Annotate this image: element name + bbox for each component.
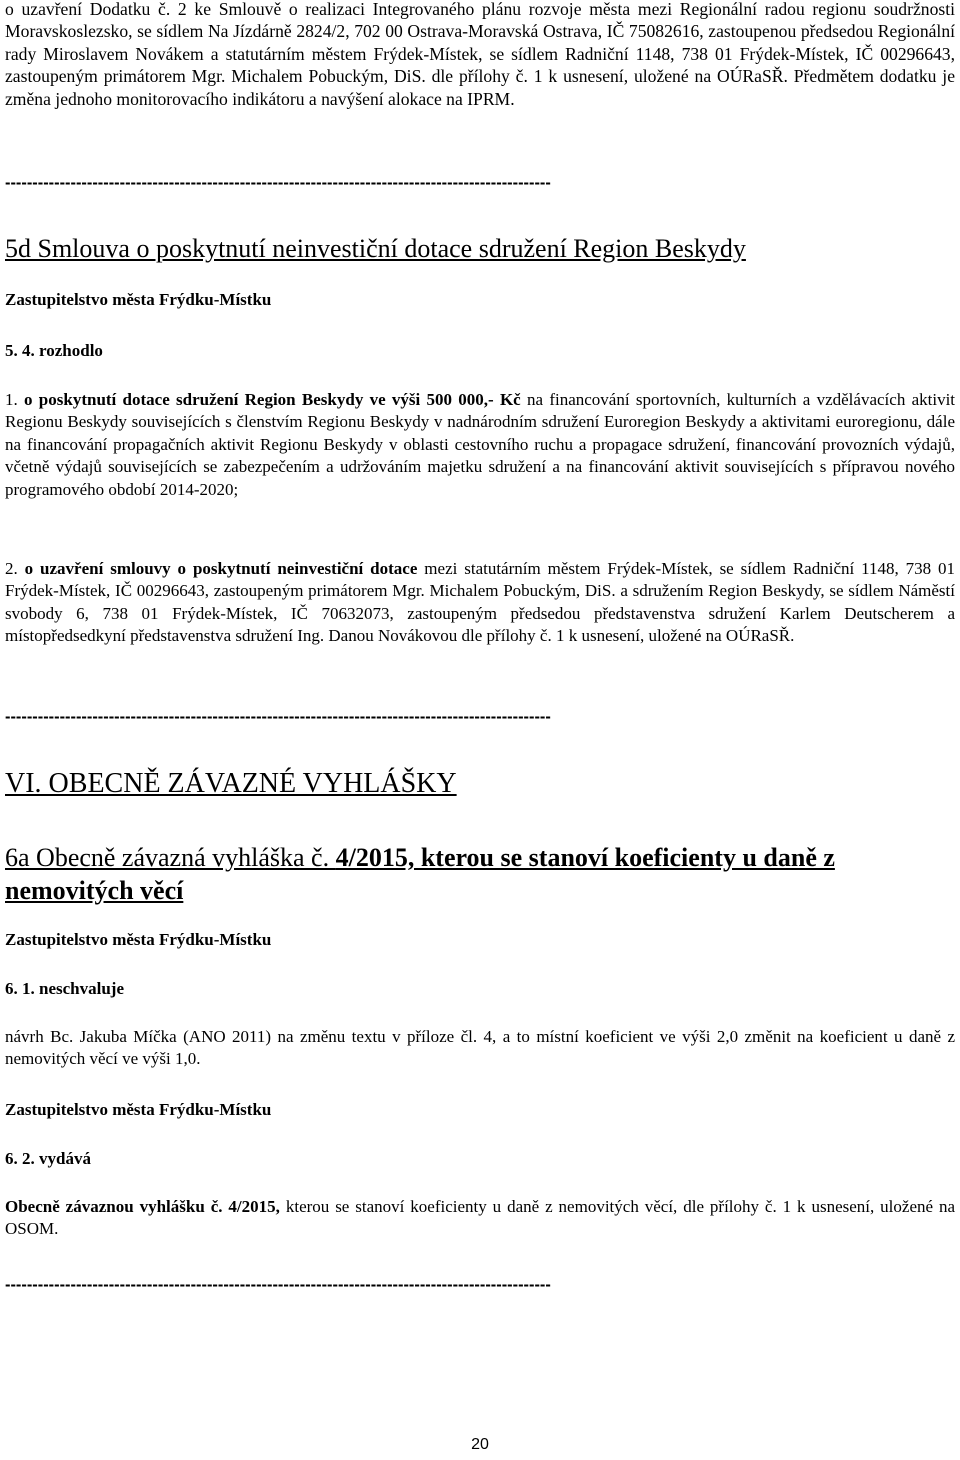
item-bold-text: o poskytnutí dotace sdružení Region Beskydy ve výši 500 000,- Kč [24, 390, 521, 409]
item-text: na financování sportovních, kulturních a vzdělávacích aktivit Regionu Beskydy souvisejících s členstvím Regionu Beskydy v nadnárodním sdružení Euroregion Beskydy a aktivitami euroregionu, dále na financování propagačních aktivit Regionu Beskydy v oblasti cestovního ruchu a propagace sdružení, financování provozních výdajů, včetně výdajů souvisejících se zabezpečením a udržováním majetku sdružení a na financování aktivit souvisejících s přípravou nového programového období 2014-2020; [5, 390, 956, 499]
resolution-label: 6. 1. neschvaluje [5, 979, 124, 998]
item-text: mezi statutárním městem Frýdek-Místek, se sídlem Radniční 1148, 738 01 Frýdek-Místek, IČ 00296643, zastoupeným primátorem Mgr. Michalem Pobuckým, DiS. a sdružením Region Beskydy, se sídlem Náměstí svobody 6, 738 01 Frýdek-Místek, IČ 70632073, zastoupeným předsedou představenstva sdružení Karlem Deutscherem a místopředsedkyní představenstva sdružení Ing. Danou Novákovou dle přílohy č. 1 k usnesení, uložené na OÚRaSŘ. [5, 559, 956, 646]
separator-line: ---------------------------------------------------------------------------------------------------- [5, 174, 551, 192]
separator-line: ---------------------------------------------------------------------------------------------------- [5, 1276, 551, 1294]
section-vi-heading: VI. OBECNĚ ZÁVAZNÉ VYHLÁŠKY [5, 768, 457, 799]
resolution-item-2 [5, 558, 955, 648]
separator-line: ---------------------------------------------------------------------------------------------------- [5, 708, 551, 726]
council-label: Zastupitelstvo města Frýdku-Místku [5, 1100, 272, 1119]
section-5d-heading: 5d Smlouva o poskytnutí neinvestiční dotace sdružení Region Beskydy [5, 234, 746, 263]
council-label: Zastupitelstvo města Frýdku-Místku [5, 290, 272, 309]
resolution-text-1: návrh Bc. Jakuba Míčka (ANO 2011) na změnu textu v příloze čl. 4, a to místní koeficient ve výši 2,0 změnit na koeficient u daně z nemovitých věcí ve výši 1,0. [5, 1027, 955, 1069]
item-number: 2. [5, 559, 18, 578]
intro-paragraph: o uzavření Dodatku č. 2 ke Smlouvě o realizaci Integrovaného plánu rozvoje města mezi Regionální radou regionu soudržnosti Moravskoslezsko, se sídlem Na Jízdárně 2824/2, 702 00 Ostrava-Moravská Ostrava, IČ 75082616, zastoupenou předsedou Regionální rady Miroslavem Novákem a statutárním městem Frýdek-Místek, se sídlem Radniční 1148, 738 01 Frýdek-Místek, IČ 00296643, zastoupeným primátorem Mgr. Michalem Pobuckým, DiS. dle přílohy č. 1 k usnesení, uložené na OÚRaSŘ. Předmětem dodatku je změna jednoho monitorovacího indikátoru a navýšení alokace na IPRM. [5, 0, 955, 109]
section-6a-heading: 6a Obecně závazná vyhláška č. 4/2015, kterou se stanoví koeficienty u daně z nemovitých věcí [5, 843, 835, 905]
resolution-label: 5. 4. rozhodlo [5, 341, 103, 360]
item-bold-text: o uzavření smlouvy o poskytnutí neinvestiční dotace [24, 559, 418, 578]
page-number: 20 [471, 1436, 489, 1453]
ordinance-name: Obecně závaznou vyhlášku č. 4/2015, [5, 1197, 280, 1216]
resolution-text-2: Obecně závaznou vyhlášku č. 4/2015, kterou se stanoví koeficienty u daně z nemovitých věcí, dle přílohy č. 1 k usnesení, uložené na OSOM. [5, 1197, 956, 1239]
resolution-label: 6. 2. vydává [5, 1149, 91, 1168]
item-number: 1. [5, 390, 18, 409]
resolution-item-1 [5, 389, 955, 501]
council-label: Zastupitelstvo města Frýdku-Místku [5, 930, 272, 949]
